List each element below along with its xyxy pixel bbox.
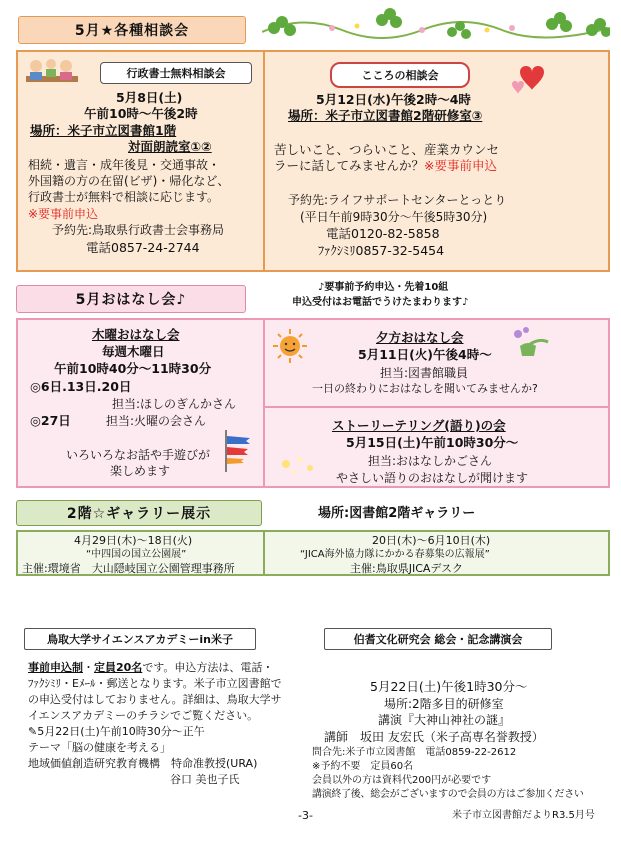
gallery-right-date: 20日(木)～6月10日(木) [372,534,491,547]
science-l6: テーマ「脳の健康を考える」 [28,741,171,754]
kokoro-desc2 [274,158,497,174]
gallery-right-host: 主催:鳥取県JICAデスク [350,562,463,575]
kokoro-place: 場所：米子市立図書館2階研修室③ [288,108,483,123]
hoki-place: 場所:2階多目的研修室 [384,697,504,711]
carp-streamer-icon [222,428,254,472]
ohanashi-header: 5月おはなし会♪ [16,285,246,313]
gyosei-tag: 行政書士無料相談会 [100,62,252,84]
science-l3: の申込受付はしておりません。詳細は、鳥取大学サ [28,693,282,706]
gallery-left-host: 主催:環境省 大山隠岐国立公園管理事務所 [22,562,235,575]
gallery-place: 場所:図書館2階ギャラリー [318,506,476,521]
thursday-freq: 毎週木曜日 [102,344,165,359]
thursday-staff2: 担当:火曜の会さん [106,414,207,428]
evening-staff: 担当:図書館職員 [380,366,469,380]
science-tag: 鳥取大学サイエンスアカデミーin米子 [24,628,256,650]
gallery-left-title: “中四国の国立公園展” [86,549,187,560]
story-datetime: 5月15日(土)午前10時30分～ [346,435,519,450]
story-title: ストーリーテリング(語り)の会 [332,418,506,433]
thursday-dates1: ◎6日.13日.20日 [30,379,132,394]
story-staff: 担当:おはなしかごさん [368,454,493,468]
kokoro-hours: (平日午前9時30分～午後5時30分) [300,210,488,224]
gallery-left-date: 4月29日(木)～18日(火) [74,534,193,547]
science-l1-rest: です。申込方法は、電話・ [142,661,274,674]
evening-title: 夕方おはなし会 [376,330,464,345]
kokoro-desc2a: ラーに話してみませんか？ [274,158,425,173]
kokoro-desc1: 苦しいこと、つらいこと、産業カウンセ [274,142,500,157]
page-number: -3- [298,809,313,822]
science-l8: 谷口 美也子氏 [170,773,240,786]
clover-garland-icon [262,8,610,48]
gallery-right-title: “JICA海外協力隊にかかる春募集の広報展” [300,549,490,560]
gyosei-room: 対面朗読室①② [128,139,212,154]
science-l5: ✎5月22日(土)午前10時30分～正午 [28,725,205,738]
hearts-icon [510,58,556,96]
sun-icon [272,328,308,364]
hoki-lecture: 講演『大神山神社の謎』 [378,713,511,727]
hoki-speaker: 講師 坂田 友宏氏（米子高専名誉教授） [324,730,544,744]
gyosei-phone: 電話0857-24-2744 [86,240,200,255]
gyosei-desc2: 外国籍の方の在留(ビザ)・帰化など、 [28,174,230,188]
kokoro-phone: 電話0120-82-5858 [326,226,440,241]
gyosei-date: 5月8日(土) [116,90,183,105]
hoki-contact: 問合先:米子市立図書館 電話0859-22-2612 [312,747,517,758]
gyosei-desc3: 行政書士が無料で相談に応じます。 [28,190,220,204]
flower-vase-icon [506,326,550,360]
thursday-msg1: いろいろなお話や手遊びが [66,448,211,462]
hoki-note3: 講演終了後、総会がございますので会員の方はご参加ください [312,789,584,800]
gyosei-contact: 予約先:鳥取県行政書士会事務局 [52,223,225,237]
kokoro-tag: こころの相談会 [330,62,470,88]
story-msg: やさしい語りのおはなしが聞けます [336,471,529,485]
science-reservation: 事前申込制 [28,661,83,674]
sparkle-icon [276,452,318,478]
kokoro-datetime: 5月12日(水)午後2時～4時 [316,92,471,107]
science-l7: 地域価値創造研究教育機構 特命准教授(URA) [28,757,258,770]
kokoro-contact: 予約先:ライフサポートセンターとっとり [288,193,507,207]
thursday-staff1: 担当:ほしのぎんかさん [112,397,237,411]
science-sep: ・ [83,661,94,674]
consult-header: 5月★各種相談会 [18,16,246,44]
hoki-note2: 会員以外の方は資料代200円が必要です [312,775,492,786]
hoki-date: 5月22日(土)午後1時30分～ [370,679,528,694]
ohanashi-vdivider [263,320,265,486]
consult-divider [263,52,265,270]
ohanashi-notice2: 申込受付はお電話でうけたまわります♪ [292,297,469,308]
hoki-note1: ※予約不要 定員60名 [312,761,414,772]
gallery-divider [263,532,265,574]
gyosei-note: ※要事前申込 [28,207,99,221]
thursday-time: 午前10時40分～11時30分 [54,361,212,376]
hoki-tag: 伯耆文化研究会 総会・記念講演会 [324,628,552,650]
gyosei-time: 午前10時～午後2時 [84,106,198,121]
gyosei-desc1: 相続・遺言・成年後見・交通事故・ [28,158,221,172]
science-l2: ﾌｧｸｼﾐﾘ・Eﾒｰﾙ・郵送となります。米子市立図書館で [28,677,282,690]
evening-datetime: 5月11日(火)午後4時～ [358,347,492,362]
thursday-msg2: 楽しめます [110,464,171,478]
gyosei-place: 場所：米子市立図書館1階 [30,123,177,138]
science-l1 [28,660,273,676]
science-l4: イエンスアカデミーのチラシでご覧ください。 [28,709,259,722]
kokoro-fax: ﾌｧｸｼﾐﾘ0857-32-5454 [318,243,445,258]
ohanashi-hdivider [265,406,608,408]
thursday-title: 木曜おはなし会 [92,327,180,342]
publication-name: 米子市立図書館だよりR3.5月号 [452,810,595,821]
kokoro-note: ※要事前申込 [424,158,497,173]
people-consulting-icon [22,56,82,90]
evening-msg: 一日の終わりにおはなしを聞いてみませんか? [312,382,538,395]
ohanashi-notice1: ♪要事前予約申込・先着10組 [318,282,449,293]
thursday-dates2: ◎27日 [30,413,71,428]
gallery-header: 2階☆ギャラリー展示 [16,500,262,526]
science-capacity: 定員20名 [94,661,143,674]
